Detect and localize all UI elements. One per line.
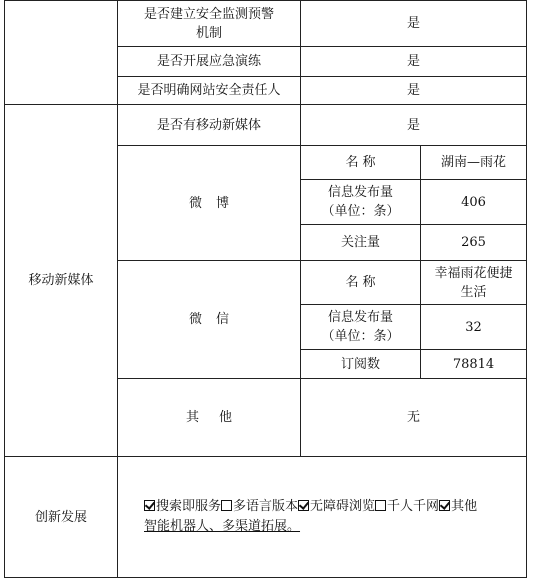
weibo-follow-value-cell <box>420 224 527 261</box>
wechat-sub-label: 订阅数 <box>340 356 380 372</box>
weibo-follow-value: 265 <box>461 235 486 250</box>
has-mobile-label-cell <box>117 104 301 146</box>
drill-value-cell <box>300 46 527 77</box>
mobile-section-label: 移动新媒体 <box>28 273 94 288</box>
weibo-name-value-cell <box>420 145 527 180</box>
drill-label-cell <box>117 46 301 77</box>
wechat-name-value-line2: 生活 <box>460 284 487 300</box>
option-label-accessibility: 无障碍浏览 <box>310 499 376 514</box>
weibo-publish-value-cell <box>420 179 527 225</box>
innovation-label-cell <box>4 456 118 578</box>
checkbox-multilingual[interactable] <box>221 500 232 511</box>
wechat-sub-value: 78814 <box>452 356 495 372</box>
innovation-label: 创新发展 <box>34 509 87 525</box>
other-value: 无 <box>406 410 420 425</box>
weibo-publish-label-line2: （单位：条） <box>321 204 400 219</box>
option-label-other: 其他 <box>451 499 478 514</box>
wechat-name-value-cell <box>420 260 527 305</box>
weibo-label-cell <box>117 145 301 261</box>
innovation-options <box>144 497 477 537</box>
wechat-name-label: 名称 <box>345 275 380 290</box>
monitoring-label-cell <box>117 0 301 47</box>
wechat-publish-label-line1: 信息发布量 <box>327 310 393 325</box>
weibo-name-label: 名称 <box>345 155 380 170</box>
innovation-options-cell <box>117 456 527 578</box>
monitoring-value: 是 <box>406 16 420 31</box>
weibo-name-label-cell <box>300 145 421 180</box>
option-label-search-service: 搜索即服务 <box>156 499 222 514</box>
responsible-value-cell <box>300 76 527 105</box>
weibo-label: 微博 <box>188 195 243 211</box>
has-mobile-value-cell <box>300 104 527 146</box>
option-label-multilingual: 多语言版本 <box>233 499 299 514</box>
wechat-publish-value-cell <box>420 304 527 350</box>
innovation-other-detail: 智能机器人、多渠道拓展。 <box>144 519 301 534</box>
wechat-label-cell <box>117 260 301 379</box>
other-label-cell <box>117 378 301 457</box>
wechat-sub-label-cell <box>300 349 421 379</box>
checkbox-other[interactable] <box>439 500 450 511</box>
monitoring-label-line1: 是否建立安全监测预警 <box>143 6 274 22</box>
top-left-blank-cell <box>4 0 118 105</box>
wechat-label: 微信 <box>188 312 243 327</box>
wechat-sub-value-cell <box>420 349 527 379</box>
wechat-publish-label-line2: （单位：条） <box>321 329 400 344</box>
monitoring-value-cell <box>300 0 527 47</box>
responsible-label-cell <box>117 76 301 105</box>
wechat-name-label-cell <box>300 260 421 305</box>
monitoring-label-line2: 机制 <box>195 25 222 41</box>
has-mobile-value: 是 <box>406 117 420 133</box>
weibo-publish-value: 406 <box>461 194 486 210</box>
weibo-name-value: 湖南—雨花 <box>440 155 506 170</box>
other-value-cell <box>300 378 527 457</box>
responsible-value: 是 <box>406 83 420 98</box>
wechat-publish-label-cell <box>300 304 421 350</box>
other-label: 其他 <box>185 410 252 425</box>
wechat-publish-value: 32 <box>465 319 482 335</box>
weibo-publish-label-cell <box>300 179 421 225</box>
checkbox-personalized[interactable] <box>375 500 386 511</box>
option-label-personalized: 千人千网 <box>387 499 440 514</box>
drill-value: 是 <box>406 54 420 69</box>
checkbox-search-service[interactable] <box>144 500 155 511</box>
responsible-label: 是否明确网站安全责任人 <box>137 83 281 98</box>
has-mobile-label: 是否有移动新媒体 <box>156 117 261 133</box>
weibo-follow-label: 关注量 <box>340 235 380 250</box>
checkbox-accessibility[interactable] <box>298 500 309 511</box>
mobile-section-label-cell <box>4 104 118 457</box>
drill-label: 是否开展应急演练 <box>156 54 261 69</box>
wechat-name-value-line1: 幸福雨花便捷 <box>434 265 513 281</box>
weibo-publish-label-line1: 信息发布量 <box>327 185 393 200</box>
weibo-follow-label-cell <box>300 224 421 261</box>
